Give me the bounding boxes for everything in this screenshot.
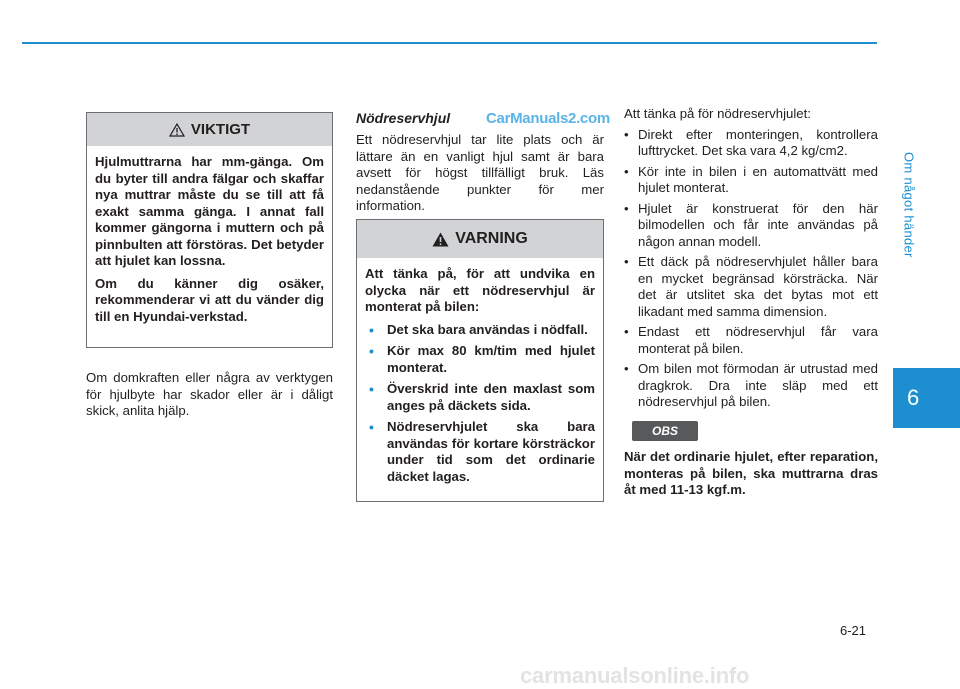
- notes-item-text: Ett däck på nödreservhjulet håller bara en mycket begränsad körsträcka. När det är utslitet ska det bytas mot ett likadant med samma dimension.: [638, 254, 878, 319]
- varning-item: [365, 343, 595, 376]
- chapter-number: 6: [907, 385, 920, 410]
- notes-item-text: Kör inte in bilen i en automattvätt med hjulet monterat.: [638, 163, 878, 195]
- obs-badge: OBS: [632, 421, 698, 442]
- bullet-dot-icon: •: [624, 254, 629, 269]
- notes-item: [624, 324, 878, 357]
- notes-intro: Att tänka på för nödreservhjulet:: [624, 106, 811, 121]
- bullet-dot-icon: •: [624, 163, 629, 179]
- notes-item: [624, 127, 878, 160]
- caution-outline-icon: [169, 123, 185, 137]
- chapter-tab[interactable]: [893, 368, 960, 428]
- viktigt-paragraph: Om du känner dig osäker, rekommenderar vi att du vänder dig till en Hyundai-verkstad.: [95, 275, 324, 324]
- section-title: Nödreservhjul: [356, 110, 451, 126]
- top-rule: [22, 42, 877, 44]
- bullet-dot-icon: •: [369, 381, 374, 397]
- viktigt-paragraph: Hjulmuttrarna har mm-gänga. Om du byter till andra fälgar och skaffar nya muttrar måste du se till att få exakt samma gänga. I annat fall kommer gängorna i muttern och på pinnbulten att förstöras. Det betyder att hjulet kan lossna.: [95, 154, 324, 268]
- viktigt-title: VIKTIGT: [190, 121, 251, 138]
- bullet-dot-icon: •: [369, 321, 374, 338]
- section-body: Ett nödreservhjul tar lite plats och är lättare än en vanligt hjul samt är bara avsett för högst tillfälligt bruk. Läs nedanstående punkter för mer information.: [356, 132, 604, 213]
- varning-item-text: Nödreservhjulet ska bara användas för kortare körsträckor under tid som det ordinarie däcket lagas.: [387, 419, 595, 484]
- varning-title: VARNING: [455, 230, 528, 247]
- notes-item: [624, 361, 878, 411]
- warning-icon: [432, 232, 449, 247]
- varning-item-text: Det ska bara användas i nödfall.: [387, 321, 588, 337]
- notes-list: [624, 127, 878, 411]
- varning-item: [365, 322, 595, 339]
- varning-item-text: Kör max 80 km/tim med hjulet monterat.: [387, 343, 595, 375]
- chapter-side-label: [895, 60, 923, 350]
- notes-item-text: Direkt efter monteringen, kontrollera lufttrycket. Det ska vara 4,2 kg/cm2.: [638, 126, 878, 158]
- bullet-dot-icon: •: [369, 419, 374, 435]
- bullet-dot-icon: •: [624, 361, 629, 376]
- notes-item: [624, 254, 878, 320]
- notes-item-text: Endast ett nödreservhjul får vara monterat på bilen.: [638, 324, 878, 356]
- notes-item: [624, 164, 878, 197]
- watermark-top[interactable]: CarManuals2.com: [486, 110, 610, 127]
- viktigt-header: [87, 113, 332, 146]
- watermark-bottom[interactable]: carmanualsonline.info: [520, 663, 750, 688]
- varning-item: [365, 381, 595, 414]
- bullet-dot-icon: •: [369, 343, 374, 359]
- page-number: 6-21: [840, 623, 867, 638]
- varning-header: [357, 220, 603, 258]
- varning-item-text: Överskrid inte den maxlast som anges på däckets sida.: [387, 381, 595, 413]
- notes-item: [624, 201, 878, 251]
- varning-body: [357, 258, 603, 498]
- chapter-side-label-text: Om något händer: [901, 152, 917, 258]
- bullet-dot-icon: •: [624, 200, 629, 216]
- varning-list: [365, 322, 595, 486]
- obs-text: När det ordinarie hjulet, efter reparation, monteras på bilen, ska muttrarna dras åt med 11-13 kgf.m.: [624, 449, 878, 497]
- bullet-dot-icon: •: [624, 126, 629, 142]
- bullet-dot-icon: •: [624, 324, 629, 339]
- varning-box: [356, 219, 604, 502]
- notes-item-text: Om bilen mot förmodan är utrustad med dragkrok. Dra inte släp med ett nödreservhjul på bilen.: [638, 361, 878, 409]
- viktigt-body: [87, 146, 332, 339]
- varning-intro: Att tänka på, för att undvika en olycka när ett nödreservhjul är monterat på bilen:: [365, 266, 595, 314]
- jack-help-text: Om domkraften eller några av verktygen för hjulbyte har skador eller är i dåligt skick, anlita hjälp.: [86, 370, 333, 418]
- notes-item-text: Hjulet är konstruerat för den här bilmodellen och får inte användas på någon annan modell.: [638, 200, 878, 249]
- spare-wheel-notes: [624, 106, 878, 499]
- viktigt-box: [86, 112, 333, 348]
- varning-item: [365, 419, 595, 485]
